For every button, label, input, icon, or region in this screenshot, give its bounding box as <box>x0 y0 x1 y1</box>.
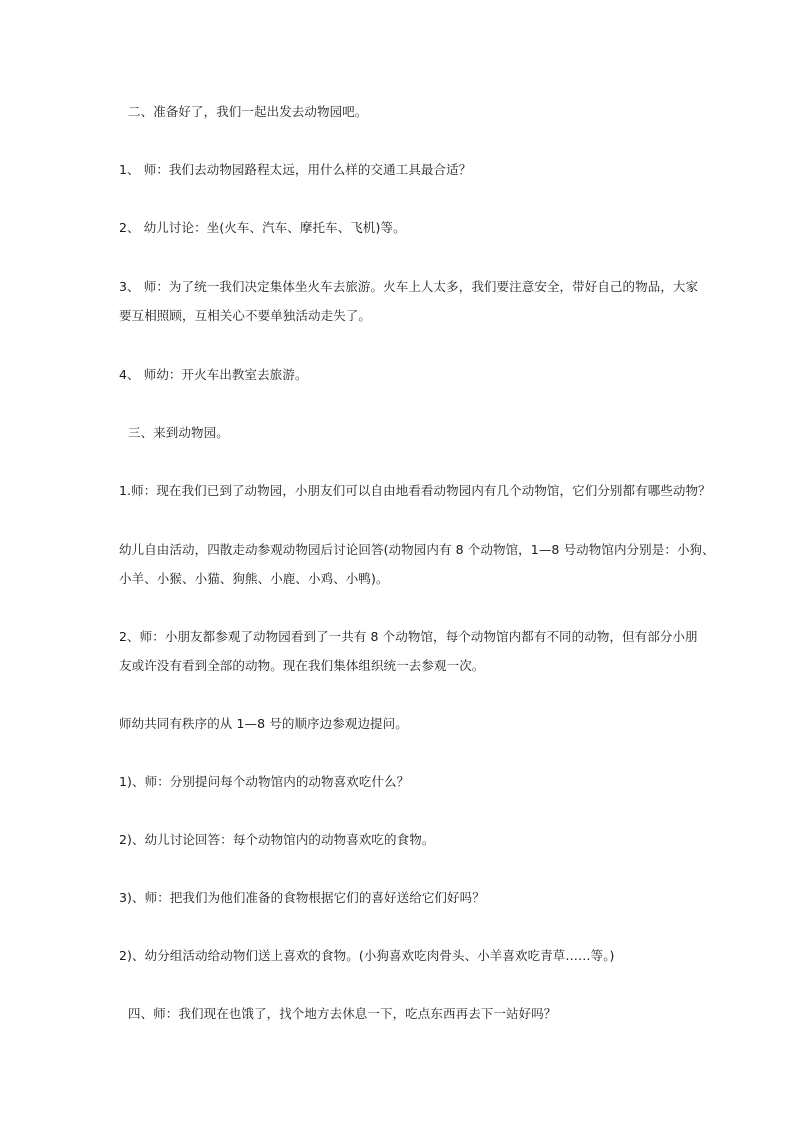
paragraph-line: 3、 师：为了统一我们决定集体坐火车去旅游。火车上人太多，我们要注意安全，带好自己的物品，大家 <box>119 279 699 294</box>
paragraph-line: 2、 幼儿讨论：坐(火车、汽车、摩托车、飞机)等。 <box>119 220 406 235</box>
paragraph-line: 2)、幼儿讨论回答：每个动物馆内的动物喜欢吃的食物。 <box>119 832 435 847</box>
paragraph-line: 2、师：小朋友都参观了动物园看到了一共有 8 个动物馆，每个动物馆内都有不同的动物，但有部分小朋 <box>119 629 698 644</box>
section-heading-3: 三、来到动物园。 <box>128 425 229 440</box>
paragraph-line: 1、 师：我们去动物园路程太远，用什么样的交通工具最合适？ <box>119 162 472 177</box>
paragraph-line: 1.师：现在我们已到了动物园，小朋友们可以自由地看看动物园内有几个动物馆，它们分别都有哪些动物？ <box>119 483 711 498</box>
paragraph-line: 友或许没有看到全部的动物。现在我们集体组织统一去参观一次。 <box>119 658 485 673</box>
paragraph-line: 2)、幼分组活动给动物们送上喜欢的食物。(小狗喜欢吃肉骨头、小羊喜欢吃青草……等。) <box>119 948 615 963</box>
paragraph-line: 3)、师：把我们为他们准备的食物根据它们的喜好送给它们好吗？ <box>119 890 485 905</box>
paragraph-line: 4、 师幼：开火车出教室去旅游。 <box>119 367 308 382</box>
paragraph-line: 小羊、小猴、小猫、狗熊、小鹿、小鸡、小鸭)。 <box>119 571 389 586</box>
paragraph-line: 幼儿自由活动，四散走动参观动物园后讨论回答(动物园内有 8 个动物馆，1—8 号动物馆内分别是：小狗、 <box>119 542 715 557</box>
paragraph-line: 要互相照顾，互相关心不要单独活动走失了。 <box>119 308 372 323</box>
section-heading-4: 四、师：我们现在也饿了，找个地方去休息一下，吃点东西再去下一站好吗？ <box>128 1006 557 1021</box>
section-heading-2: 二、准备好了，我们一起出发去动物园吧。 <box>128 104 368 119</box>
paragraph-line: 师幼共同有秩序的从 1—8 号的顺序边参观边提问。 <box>119 716 408 731</box>
paragraph-line: 1)、师：分别提问每个动物馆内的动物喜欢吃什么？ <box>119 774 410 789</box>
